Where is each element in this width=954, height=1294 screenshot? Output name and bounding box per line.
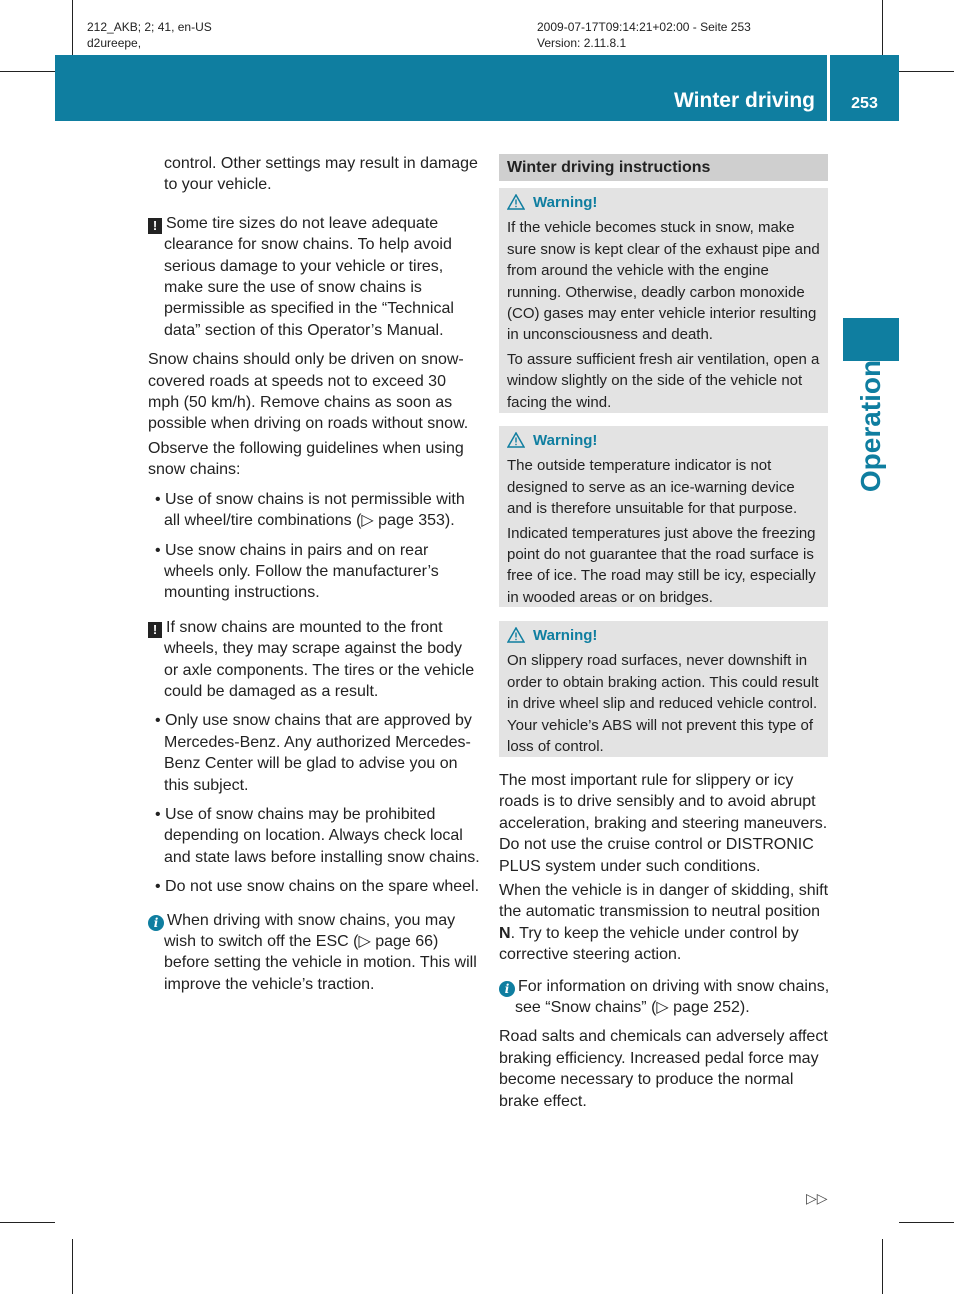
crop-mark <box>0 71 55 72</box>
caution-note: ! Some tire sizes do not leave adequate clearance for snow chains. To help avoid serious damage to your vehicle or tires, make sure the use of snow chains is permissible as specified in the “Technical data” section of this Operator’s Manual. <box>148 213 480 341</box>
right-column <box>499 770 831 1115</box>
warning-triangle-icon <box>507 194 525 210</box>
warning-text: To assure sufficient fresh air ventilation, open a window slightly on the side of the vehicle not facing the wind. <box>507 350 820 411</box>
page-number-box <box>830 55 899 121</box>
warning-text: The outside temperature indicator is not designed to serve as an ice-warning device and is therefore unsuitable for that purpose. <box>507 457 798 518</box>
header-title: Winter driving <box>674 89 815 112</box>
warning-box <box>499 188 828 413</box>
crop-mark <box>899 71 954 72</box>
warning-title: Warning! <box>507 192 821 213</box>
list-item: • Use of snow chains may be prohibited depending on location. Always check local and state laws before installing snow chains. <box>155 805 480 866</box>
continued-marker: ▷▷ <box>806 1190 828 1206</box>
list-item: • Use of snow chains is not permissible with all wheel/tire combinations (▷ page 353). <box>155 490 465 530</box>
paragraph: Observe the following guidelines when using snow chains: <box>148 439 464 479</box>
section-side-label: Operation <box>855 359 886 493</box>
list-item: • Only use snow chains that are approved by Mercedes-Benz. Any authorized Mercedes-Benz Center will be glad to advise you on this subject. <box>155 712 472 794</box>
warning-title: Warning! <box>507 430 821 451</box>
warning-triangle-icon <box>507 627 525 643</box>
section-heading: Winter driving instructions <box>499 154 828 181</box>
paragraph: Road salts and chemicals can adversely affect braking efficiency. Increased pedal force may become necessary to produce the normal brake effect. <box>499 1028 828 1110</box>
crop-mark <box>882 1239 883 1294</box>
gear-position: N <box>499 924 511 942</box>
list-item: • Do not use snow chains on the spare wheel. <box>155 878 480 896</box>
exclamation-icon: ! <box>148 218 162 234</box>
exclamation-icon: ! <box>148 622 162 638</box>
paragraph: Snow chains should only be driven on snow-covered roads at speeds not to exceed 30 mph (50 km/h). Remove chains as soon as possible when driving on roads without snow. <box>148 351 469 433</box>
paragraph: When the vehicle is in danger of skidding, shift the automatic transmission to neutral position N. Try to keep the vehicle under control by corrective steering action. <box>499 882 829 964</box>
warning-box <box>499 426 828 607</box>
list-item: • Use snow chains in pairs and on rear wheels only. Follow the manufacturer’s mounting instructions. <box>155 541 439 602</box>
left-column <box>148 153 480 1003</box>
print-meta-right: 2009-07-17T09:14:21+02:00 - Seite 253 Version: 2.11.8.1 <box>537 20 751 50</box>
crop-mark <box>0 1222 55 1223</box>
info-note: i For information on driving with snow chains, see “Snow chains” (▷ page 252). <box>499 976 831 1019</box>
crop-mark <box>72 1239 73 1294</box>
info-icon: i <box>148 915 164 931</box>
paragraph: control. Other settings may result in damage to your vehicle. <box>164 155 478 194</box>
caution-note: ! If snow chains are mounted to the front wheels, they may scrape against the body or axle components. The tires or the vehicle could be damaged as a result. <box>148 617 480 703</box>
paragraph: The most important rule for slippery or icy roads is to drive sensibly and to avoid abrupt acceleration, braking and steering maneuvers. Do not use the cruise control or DISTRONIC PLUS system under such conditions. <box>499 772 828 875</box>
crop-mark <box>72 0 73 55</box>
warning-triangle-icon <box>507 432 525 448</box>
info-note: i When driving with snow chains, you may wish to switch off the ESC (▷ page 66) before setting the vehicle in motion. This will improve the vehicle’s traction. <box>148 910 480 996</box>
page-number: 253 <box>851 95 878 112</box>
info-icon: i <box>499 981 515 997</box>
warning-text: On slippery road surfaces, never downshift in order to obtain braking action. This could result in drive wheel slip and reduced vehicle control. Your vehicle’s ABS will not prevent this type of loss of control. <box>507 652 819 756</box>
warning-box <box>499 621 828 757</box>
print-meta-left: 212_AKB; 2; 41, en-US d2ureepe, <box>87 20 212 50</box>
warning-text: If the vehicle becomes stuck in snow, make sure snow is kept clear of the exhaust pipe and from around the vehicle with the engine running. Otherwise, deadly carbon monoxide (CO) gases may enter vehicle interior resulting in unconsciousness and death. <box>507 219 820 344</box>
section-side-tab <box>843 318 899 361</box>
crop-mark <box>899 1222 954 1223</box>
warning-title: Warning! <box>507 625 821 646</box>
header-bar <box>55 55 827 121</box>
warning-text: Indicated temperatures just above the freezing point do not guarantee that the road surface is free of ice. The road may still be icy, especially in wooded areas or on bridges. <box>507 524 816 606</box>
crop-mark <box>882 0 883 55</box>
